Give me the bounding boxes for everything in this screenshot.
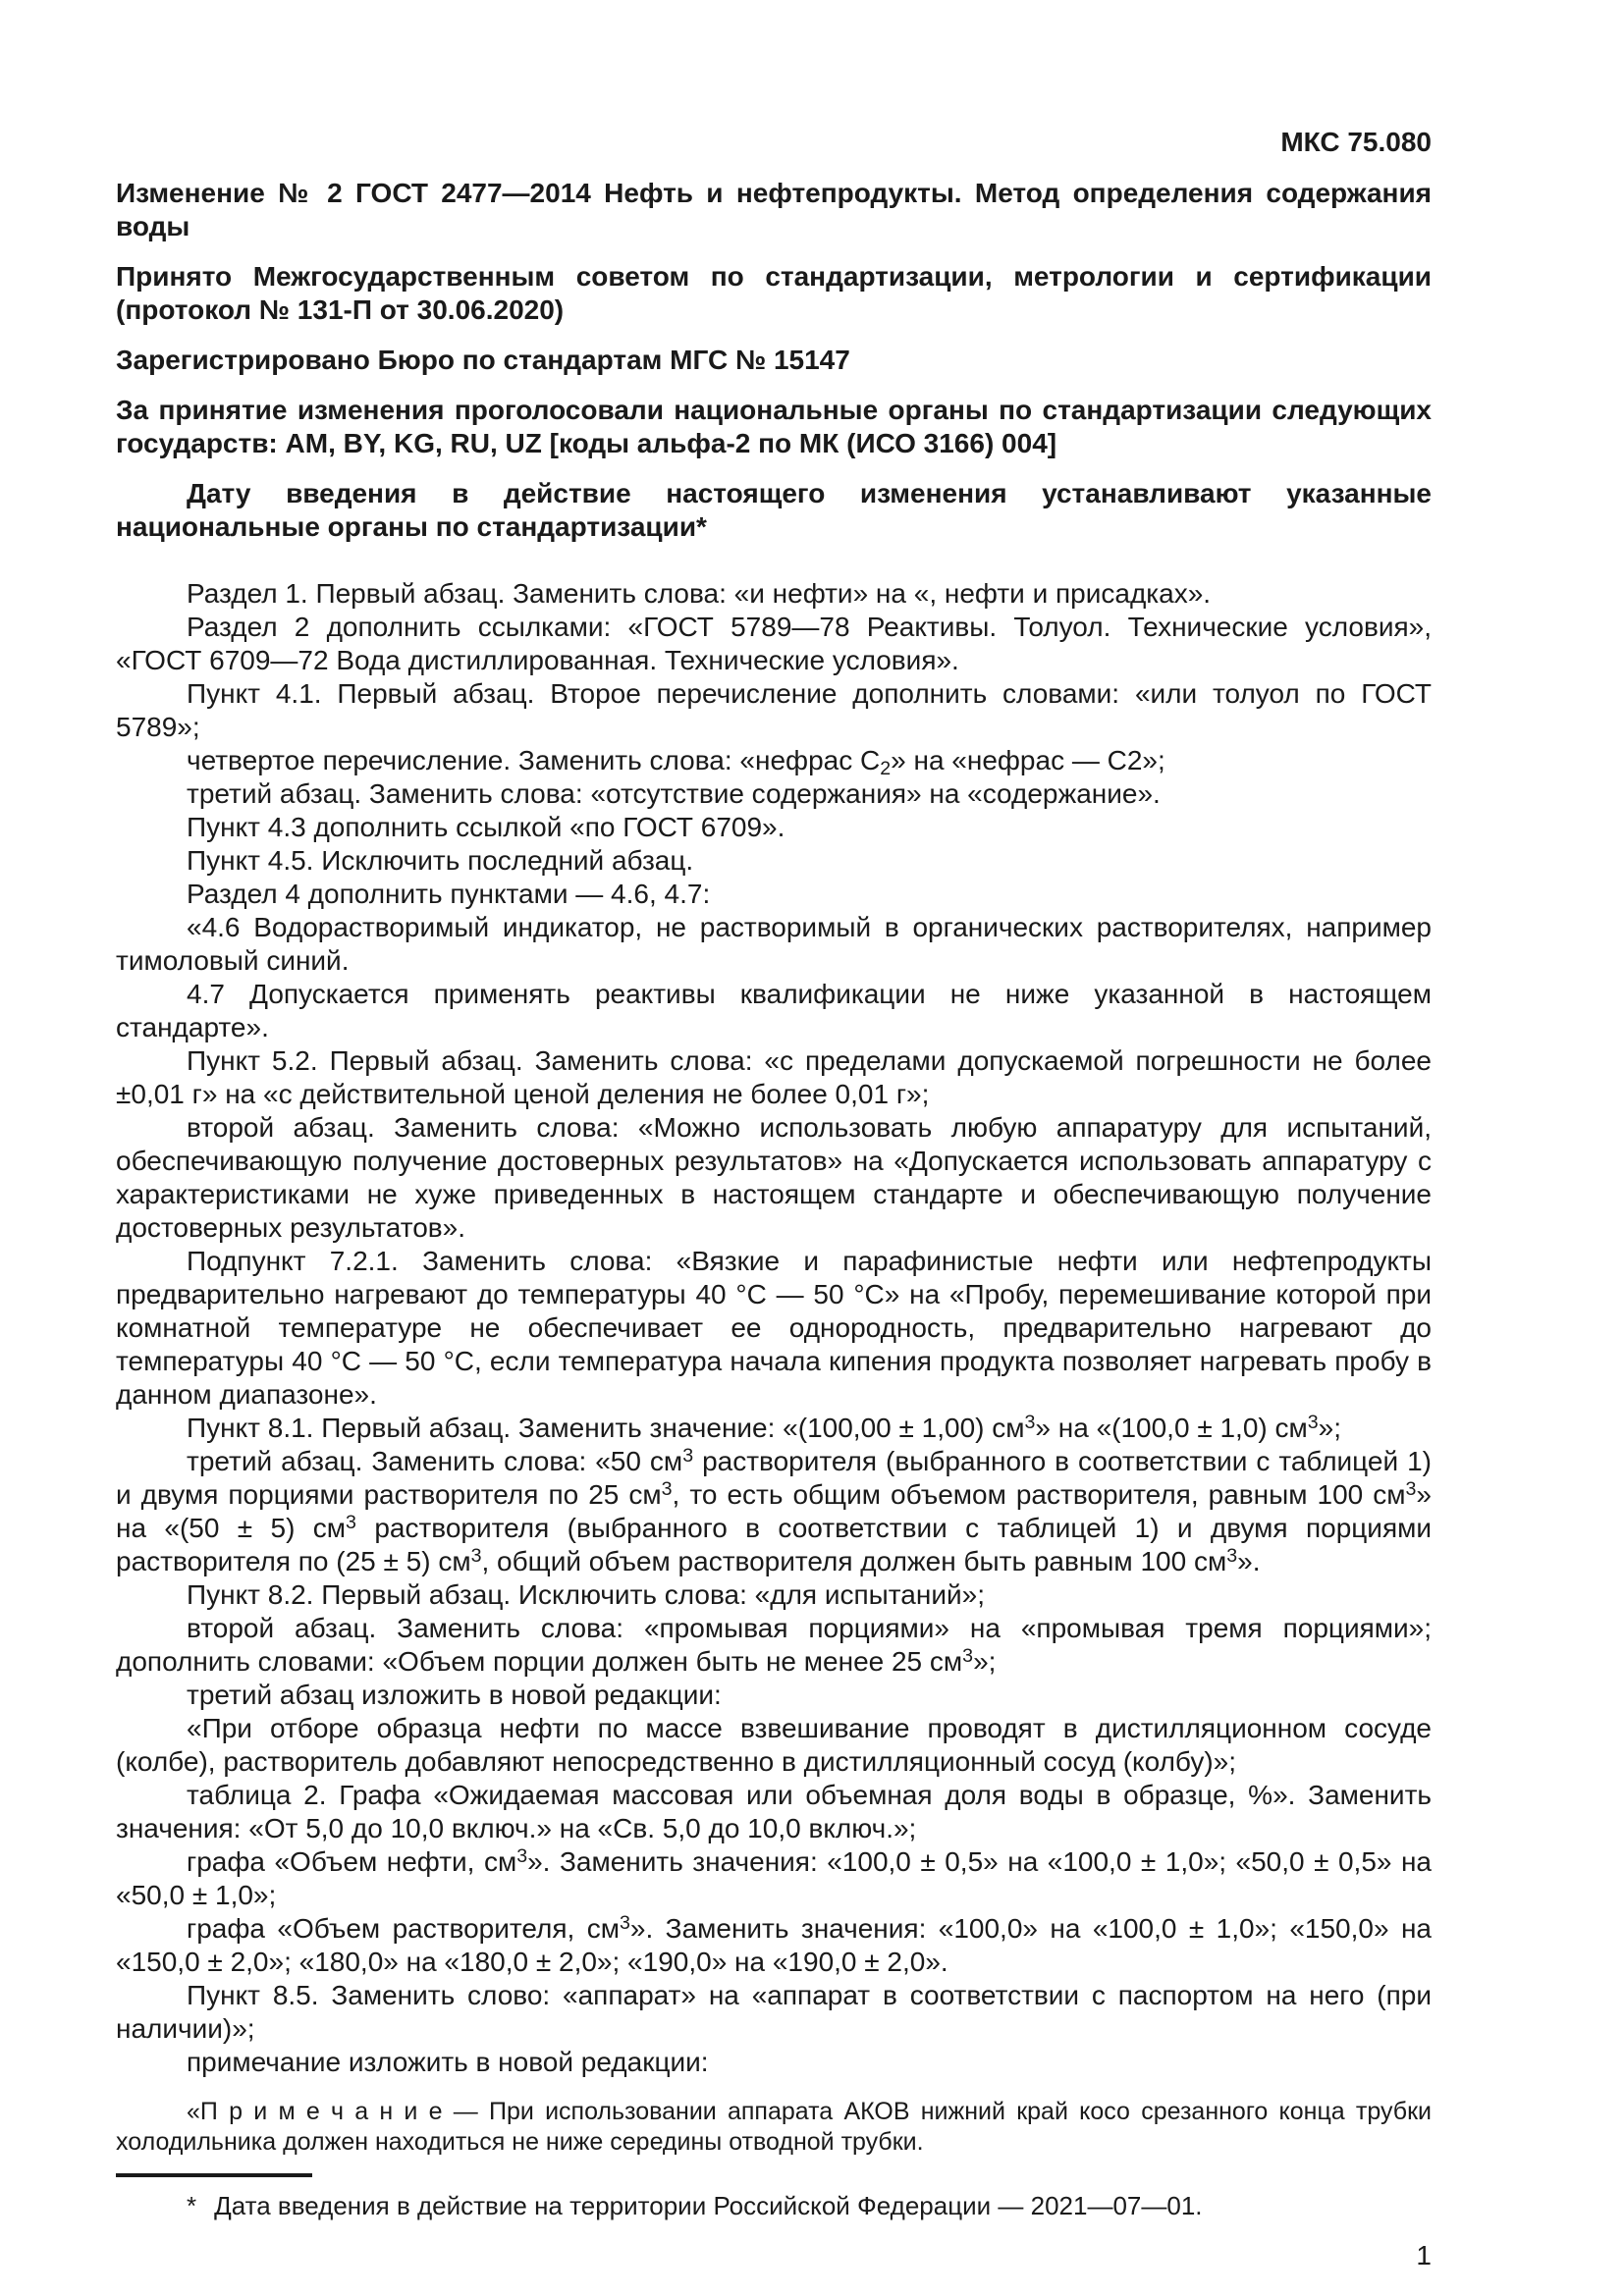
- superscript: 3: [346, 1512, 356, 1534]
- amendment-paragraph: Пункт 5.2. Первый абзац. Заменить слова: «с пределами допускаемой погрешности не более ±0,01 г» на «с действительной ценой деления не более 0,01 г»;: [116, 1045, 1432, 1109]
- amendment-paragraph: второй абзац. Заменить слова: «Можно использовать любую аппаратуру для испытаний, обеспечивающую получение достоверных результатов» на «Допускается использовать аппаратуру с характеристиками не хуже приведенных в настоящем стандарте и обеспечивающую получение достоверных результатов».: [116, 1112, 1432, 1243]
- note-paragraph: «П р и м е ч а н и е — При использовании аппарата АКОВ нижний край косо срезанного конца трубки холодильника должен находиться не ниже середины отводной трубки.: [116, 2098, 1432, 2156]
- amendment-paragraph: Пункт 8.5. Заменить слово: «аппарат» на «аппарат в соответствии с паспортом на него (при наличии)»;: [116, 1980, 1432, 2044]
- superscript: 3: [682, 1445, 694, 1468]
- superscript: 3: [516, 1845, 528, 1868]
- superscript: 3: [619, 1912, 630, 1935]
- footnote-block: [116, 2173, 1432, 2221]
- amendment-paragraph: Пункт 4.3 дополнить ссылкой «по ГОСТ 6709».: [187, 812, 785, 842]
- superscript: 3: [1405, 1478, 1417, 1501]
- amendment-paragraph: третий абзац изложить в новой редакции:: [187, 1680, 722, 1710]
- footnote-divider: [116, 2173, 312, 2177]
- registration-paragraph: Зарегистрировано Бюро по стандартам МГС № 15147: [116, 345, 850, 375]
- amendment-paragraph: Пункт 8.2. Первый абзац. Исключить слова: «для испытаний»;: [187, 1579, 985, 1610]
- amendment-paragraph: второй абзац. Заменить слова: «промывая порциями» на «промывая тремя порциями»; дополнить словами: «Объем порции должен быть не менее 25 $см^3$»;: [116, 1613, 1432, 1677]
- footnote-marker: *: [187, 2191, 197, 2220]
- amendment-paragraph: Пункт 8.1. Первый абзац. Заменить значение: «(100,00 ± 1,00) $см^3$» на «(100,0 ± 1,0) $см^3$»;: [187, 1412, 1342, 1443]
- amendment-paragraph: третий абзац. Заменить слова: «50 $см^3$ растворителя (выбранного в соответствии с таблицей 1) и двумя порциями растворителя по 25 $см^3$, то есть общим объемом растворителя, равным 100 $см^3$» на «(50 ± 5) $см^3$ растворителя (выбранного в соответствии с таблицей 1) и двумя порциями растворителя по (25 ± 5) $см^3$, общий объем растворителя должен быть равным 100 $см^3$».: [116, 1445, 1432, 1576]
- amendment-paragraph: Пункт 4.5. Исключить последний абзац.: [187, 845, 694, 876]
- superscript: 3: [962, 1645, 974, 1668]
- amendment-paragraph: Раздел 1. Первый абзац. Заменить слова: «и нефти» на «, нефти и присадках».: [187, 578, 1212, 609]
- superscript: 3: [470, 1545, 482, 1568]
- superscript: 3: [1024, 1412, 1036, 1434]
- amendment-paragraph: графа «Объем нефти, $см^3$». Заменить значения: «100,0 ± 0,5» на «100,0 ± 1,0»; «50,0 ± 0,5» на «50,0 ± 1,0»;: [116, 1845, 1432, 1910]
- amendment-paragraph: таблица 2. Графа «Ожидаемая массовая или объемная доля воды в образце, %». Заменить значения: «От 5,0 до 10,0 включ.» на «Св. 5,0 до 10,0 включ.»;: [116, 1780, 1432, 1843]
- amendment-paragraph: Раздел 4 дополнить пунктами — 4.6, 4.7:: [187, 879, 711, 909]
- amendment-paragraph: графа «Объем растворителя, $см^3$». Заменить значения: «100,0» на «100,0 ± 1,0»; «150,0» на «150,0 ± 2,0»; «180,0» на «180,0 ± 2,0»; «190,0» на «190,0 ± 2,0».: [116, 1912, 1432, 1977]
- superscript: 3: [1307, 1412, 1319, 1434]
- amendment-paragraph: «4.6 Водорастворимый индикатор, не растворимый в органических растворителях, например тимоловый синий.: [116, 912, 1432, 976]
- amendment-paragraph: примечание изложить в новой редакции:: [187, 2047, 709, 2077]
- footnote-text: Дата введения в действие на территории Российской Федерации — 2021—07—01.: [214, 2191, 1203, 2220]
- amendments-section: [116, 577, 1432, 2158]
- amendment-paragraph: Раздел 2 дополнить ссылками: «ГОСТ 5789—78 Реактивы. Толуол. Технические условия», «ГОСТ 6709—72 Вода дистиллированная. Технические условия».: [116, 612, 1432, 675]
- amendment-paragraph: «При отборе образца нефти по массе взвешивание проводят в дистилляционном сосуде (колбе), растворитель добавляют непосредственно в дистилляционный сосуд (колбу)»;: [116, 1713, 1432, 1777]
- footnote: [116, 2191, 1432, 2221]
- amendment-title: Изменение № 2 ГОСТ 2477—2014 Нефть и нефтепродукты. Метод определения содержания воды: [116, 178, 1432, 241]
- amendment-paragraph: Пункт 4.1. Первый абзац. Второе перечисление дополнить словами: «или толуол по ГОСТ 5789»;: [116, 678, 1432, 742]
- mks-classification-code: МКС 75.080: [1280, 127, 1432, 157]
- superscript: 3: [1226, 1545, 1238, 1568]
- voting-paragraph: За принятие изменения проголосовали национальные органы по стандартизации следующих государств: AM, BY, KG, RU, UZ [коды альфа-2 по МК (ИСО 3166) 004]: [116, 395, 1432, 458]
- adoption-paragraph: Принято Межгосударственным советом по стандартизации, метрологии и сертификации (протокол № 131-П от 30.06.2020): [116, 261, 1432, 325]
- front-matter-section: [116, 177, 1432, 544]
- effective-date-paragraph: Дату введения в действие настоящего изменения устанавливают указанные национальные органы по стандартизации*: [116, 478, 1432, 542]
- subscript: 2: [880, 757, 892, 779]
- amendment-paragraph: четвертое перечисление. Заменить слова: «нефрас $С_2$» на «нефрас — С2»;: [187, 745, 1165, 779]
- amendment-paragraph: 4.7 Допускается применять реактивы квалификации не ниже указанной в настоящем стандарте».: [116, 979, 1432, 1042]
- superscript: 3: [661, 1478, 673, 1501]
- page-number: 1: [1416, 2240, 1432, 2270]
- amendment-paragraph: третий абзац. Заменить слова: «отсутствие содержания» на «содержание».: [187, 778, 1161, 809]
- amendment-paragraph: Подпункт 7.2.1. Заменить слова: «Вязкие и парафинистые нефти или нефтепродукты предварительно нагревают до температуры 40 °С — 50 °С» на «Пробу, перемешивание которой при комнатной температуре не обеспечивает ее однородность, предварительно нагревают до температуры 40 °С — 50 °С, если температура начала кипения продукта позволяет нагревать пробу в данном диапазоне».: [116, 1246, 1432, 1410]
